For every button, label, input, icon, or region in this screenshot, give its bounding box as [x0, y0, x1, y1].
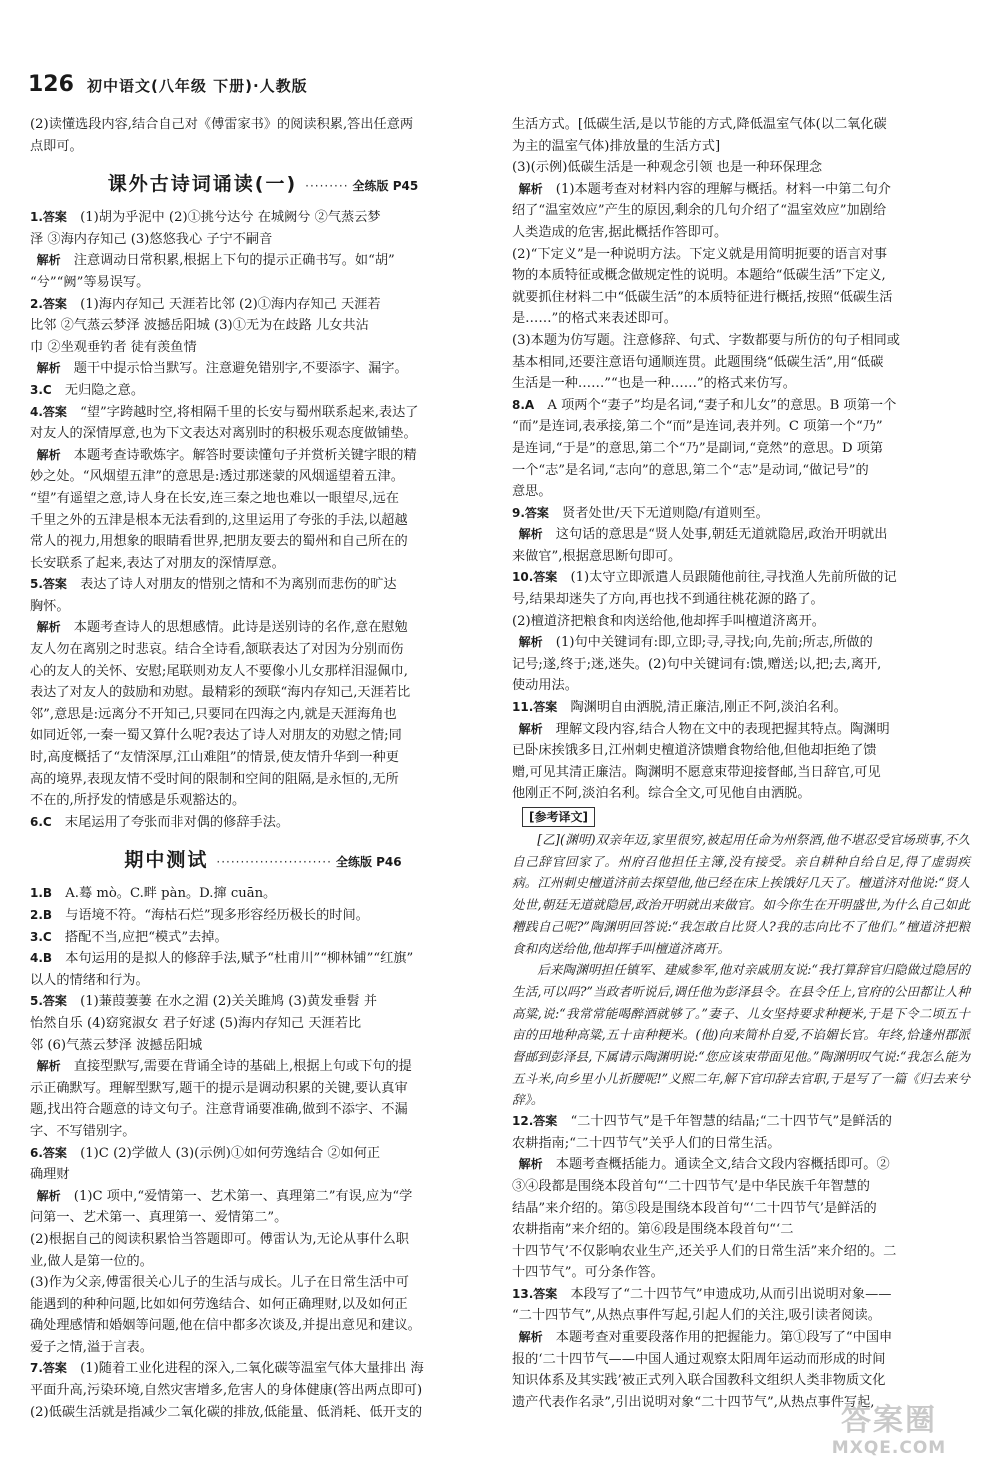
midterm-analysis-13-line: [512, 1370, 970, 1392]
midterm-answer-2-label: 2.B: [30, 908, 53, 922]
midterm-analysis-12-text: ③④段都是围绕本段首句“‘二十四节气’是中华民族千年智慧的: [512, 1178, 870, 1194]
midterm-analysis-7-line: [512, 179, 970, 201]
analysis-5-text: 表达了对友人的鼓励和劝慰。最精彩的颈联“海内存知己,天涯若比: [30, 685, 411, 701]
midterm-analysis-6-text: 能遇到的种种问题,比如如何劳逸结合、如何正确理财,以及如何正: [30, 1296, 408, 1312]
midterm-analysis-7-text: 物的本质特征或概念做规定性的说明。本题给“低碳生活”下定义,: [512, 268, 886, 284]
midterm-answer-5-line: [30, 1013, 496, 1035]
analysis-4-text: 常人的视力,用想象的眼睛看世界,把朋友要去的蜀州和自己所在的: [30, 534, 408, 550]
midterm-answer-4-text: 以人的情绪和行为。: [30, 972, 149, 988]
midterm-answer-7-text: (1)随着工业化进程的深入,二氧化碳等温室气体大量排出 海: [80, 1361, 424, 1377]
midterm-analysis-10-line: [512, 654, 970, 676]
midterm-analysis-11-text: 他刚正不阿,淡泊名利。综合全文,可见他自由洒脱。: [512, 786, 811, 802]
answer-2-text: (1)海内存知己 天涯若比邻 (2)①海内存知己 天涯若: [80, 296, 381, 312]
analysis-5-line: [30, 617, 496, 639]
section-midterm-ref: 全练版 P46: [335, 855, 402, 870]
analysis-5-line: [30, 747, 496, 769]
answer-5-text: 表达了诗人对朋友的惜别之情和不为离别而悲伤的旷达: [80, 577, 397, 593]
translation-paragraph: [乙](渊明)双亲年迈,家里很穷,被起用任命为州祭酒,他不堪忍受官场琐事,不久自己辞官回家了。州府召他担任主簿,没有接受。亲自耕种自给自足,得了虚弱疾病。江州刺史檀道济前去探望他,他已经在床上挨饿好几天了。檀道济对他说:“贤人处世,朝廷无道就隐居,政治开明就出来做官。如今你生在开明盛世,为什么自己如此糟践自己呢?”陶渊明回答说:“我怎敢自比贤人?我的志向比不了他们。”檀道济把粮食和肉送给他,他却挥手叫檀道济离开。: [512, 832, 970, 956]
midterm-answer-7-text: (2)低碳生活就是指减少二氧化碳的排放,低能量、低消耗、低开支的: [30, 1404, 423, 1420]
answer-1-line: [30, 229, 496, 251]
midterm-analysis-10-text: 使动用法。: [512, 678, 578, 694]
midterm-analysis-12-text: 十四节气”。可分条作答。: [512, 1265, 664, 1281]
analysis-1-text: 注意调动日常积累,根据上下句的提示正确书写。如“胡”: [73, 253, 395, 269]
midterm-answer-8-text: 一个“志”是名词,“志向”的意思,第二个“志”是动词,“做记号”的: [512, 462, 869, 478]
midterm-answer-6-label: 6.答案: [30, 1145, 67, 1160]
left-column: [30, 114, 496, 1423]
midterm-analysis-5-line: [30, 1056, 496, 1078]
midterm-answer-1-text: A.蓦 mò。C.畔 pàn。D.撺 cuān。: [65, 886, 277, 902]
midterm-analysis-13-label: 解析: [518, 1330, 543, 1345]
midterm-answer-5-text: (1)蒹葭萋萋 在水之湄 (2)关关雎鸠 (3)黄发垂髫 并: [80, 994, 378, 1010]
midterm-answer-6-text: (1)C (2)学做人 (3)(示例)①如何劳逸结合 ②如何正: [80, 1145, 381, 1161]
answer-5-label: 5.答案: [30, 577, 67, 592]
section-midterm: [30, 843, 496, 877]
analysis-1-text: “兮”“阙”等易误写。: [30, 274, 150, 290]
midterm-analysis-6-text: (2)根据自己的阅读积累恰当答题即可。傅雷认为,无论从事什么职: [30, 1231, 409, 1247]
watermark-url: MXQE.COM: [831, 1438, 947, 1458]
midterm-analysis-5-line: [30, 1078, 496, 1100]
answer-3-line: [30, 380, 496, 402]
midterm-answer-1-line: [30, 883, 496, 905]
midterm-analysis-7-line: [512, 200, 970, 222]
midterm-answer-10-text: (1)太守立即派遣人员跟随他前往,寻找渔人先前所做的记: [570, 570, 897, 586]
midterm-analysis-7-text: 是……”的格式来表述即可。: [512, 311, 677, 327]
answer-2-line: [30, 294, 496, 316]
section-midterm-leader: ························: [216, 855, 332, 870]
midterm-analysis-7-line: [512, 265, 970, 287]
midterm-analysis-9-text: 来做官”,根据意思断句即可。: [512, 548, 682, 564]
midterm-answer-12-line: [512, 1111, 970, 1133]
section-poetry-title: 课外古诗词诵读(一): [107, 173, 298, 196]
midterm-answer-3-label: 3.C: [30, 929, 52, 944]
midterm-analysis-11-text: 理解文段内容,结合人物在文中的表现把握其特点。陶渊明: [555, 721, 890, 737]
midterm-analysis-12-label: 解析: [518, 1157, 543, 1172]
midterm-answer-8-line: [512, 395, 970, 417]
midterm-answer-3-text: 搭配不当,应把“模式”去掉。: [64, 929, 228, 945]
midterm-analysis-10-label: 解析: [518, 635, 543, 650]
answer-4-text: 对友人的深情厚意,也为下文表达对离别时的积极乐观态度做铺垫。: [30, 426, 417, 442]
midterm-analysis-6-line: [30, 1294, 496, 1316]
midterm-analysis-6-line: [30, 1251, 496, 1273]
midterm-answer-13-text: 本段写了“二十四节气”申遗成功,从而引出说明对象——: [570, 1286, 892, 1302]
midterm-analysis-10-line: [512, 632, 970, 654]
analysis-5-line: [30, 769, 496, 791]
analysis-5-text: 高的境界,表现友情不受时间的限制和空间的阻隔,是永恒的,无所: [30, 771, 399, 787]
answer-1-line: [30, 207, 496, 229]
midterm-answer-8-text: “而”是连词,表承接,第二个“而”是连词,表并列。C 项第一个“乃”: [512, 419, 883, 435]
midterm-analysis-6-text: 业,做人是第一位的。: [30, 1253, 153, 1269]
analysis-2-line: [30, 358, 496, 380]
intro-line: (2)读懂选段内容,结合自己对《傅雷家书》的阅读积累,答出任意两: [30, 117, 414, 132]
analysis-2-text: 题干中提示恰当默写。注意避免错别字,不要添字、漏字。: [73, 361, 408, 377]
midterm-analysis-13-line: [512, 1327, 970, 1349]
analysis-5-line: [30, 704, 496, 726]
midterm-answer-4-line: [30, 948, 496, 970]
midterm-analysis-5-label: 解析: [36, 1059, 61, 1074]
midterm-answer-10-line: [512, 611, 970, 633]
answer-4-line: [30, 423, 496, 445]
midterm-answer-12-label: 12.答案: [512, 1114, 558, 1129]
analysis-5-text: 如同近邻,一秦一蜀又算什么呢?表达了诗人对朋友的劝慰之情;同: [30, 728, 402, 744]
midterm-analysis-9-label: 解析: [518, 527, 543, 542]
midterm-analysis-11-label: 解析: [518, 721, 543, 736]
midterm-answer-5-text: 邻 (6)气蒸云梦泽 波撼岳阳城: [30, 1037, 203, 1053]
midterm-answer-10-line: [512, 589, 970, 611]
answer-5-text: 胸怀。: [30, 598, 70, 614]
midterm-analysis-13-text: 本题考查对重要段落作用的把握能力。第①段写了“中国申: [555, 1330, 893, 1346]
midterm-analysis-5-line: [30, 1121, 496, 1143]
analysis-2-label: 解析: [36, 361, 61, 376]
midterm-analysis-6-line: [30, 1186, 496, 1208]
analysis-4-text: 妙之处。“风烟望五津”的意思是:透过那迷蒙的风烟遥望着五津。: [30, 469, 404, 485]
midterm-analysis-13-text: 报的‘二十四节气——中国人通过观察太阳周年运动而形成的时间: [512, 1351, 886, 1367]
midterm-analysis-11-line: [512, 740, 970, 762]
midterm-analysis-7-line: [512, 352, 970, 374]
analysis-4-line: [30, 445, 496, 467]
analysis-5-line: [30, 725, 496, 747]
midterm-analysis-6-text: 问第一、艺术第一、真理第一、爱情第二”。: [30, 1210, 288, 1226]
midterm-analysis-9-text: 这句话的意思是“贤人处事,朝廷无道就隐居,政治开明就出: [555, 527, 888, 543]
midterm-answer-11-text: 陶渊明自由洒脱,清正廉洁,刚正不阿,淡泊名利。: [570, 700, 847, 716]
right-column: [512, 114, 970, 1413]
analysis-5-text: 时,高度概括了“友情深厚,江山难阻”的情景,使友情升华到一种更: [30, 750, 399, 766]
midterm-answer-9-line: [512, 503, 970, 525]
analysis-4-text: 长安联系了起来,表达了对朋友的深情厚意。: [30, 555, 285, 571]
midterm-answer-7-line: [30, 1402, 496, 1424]
translation-paragraph: 后来陶渊明担任镇军、建威参军,他对亲戚朋友说:“我打算辞官归隐做过隐居的生活,可以吗?”当政者听说后,调任他为彭泽县令。在县令任上,官府的公田都让人种高粱,说:“我常常能喝醉酒就够了。”妻子、儿女坚持要求种粳米,于是下令二顷五十亩的田地种高粱,五十亩种粳米。(他)向来简朴自爱,不谄媚长官。年终,恰逢州郡派督邮到彭泽县,下属请示陶渊明说:“您应该束带面见他。”陶渊明叹气说:“我怎么能为五斗米,向乡里小儿折腰呢!”义熙二年,解下官印辞去官职,于是写了一篇《归去来兮辞》。: [512, 962, 970, 1108]
midterm-analysis-7-line: [512, 287, 970, 309]
analysis-5-line: [30, 682, 496, 704]
midterm-analysis-12-line: [512, 1219, 970, 1241]
analysis-5-text: 心的友人的关怀、安慰;尾联则劝友人不要像小儿女那样泪湿佩巾,: [30, 663, 408, 679]
midterm-analysis-7-line: [512, 373, 970, 395]
midterm-analysis-13-line: [512, 1349, 970, 1371]
midterm-answer-5-text: 怡然自乐 (4)窈窕淑女 君子好逑 (5)海内存知己 天涯若比: [30, 1015, 362, 1031]
analysis-4-text: “望”有遥望之意,诗人身在长安,连三秦之地也难以一眼望尽,远在: [30, 490, 399, 506]
analysis-4-text: 千里之外的五津是根本无法看到的,这里运用了夸张的手法,以超越: [30, 512, 408, 528]
midterm-analysis-6-line: [30, 1337, 496, 1359]
midterm-answer-8-label: 8.A: [512, 397, 535, 412]
midterm-analysis-6-text: (1)C 项中,“爱情第一、艺术第一、真理第二”有误,应为“学: [73, 1188, 413, 1204]
section-poetry-leader: ·········: [305, 179, 349, 194]
midterm-answer-11-label: 11.答案: [512, 700, 558, 715]
book-title: 初中语文(八年级 下册)·人教版: [87, 77, 308, 95]
analysis-4-line: [30, 466, 496, 488]
midterm-answer-8-line: [512, 416, 970, 438]
midterm-analysis-6-label: 解析: [36, 1188, 61, 1203]
answer-1-label: 1.答案: [30, 210, 67, 225]
midterm-analysis-11-line: [512, 783, 970, 805]
page-number: 126: [28, 72, 74, 97]
midterm-analysis-5-text: 示正确默写。理解型默写,题干的提示是调动积累的关键,要认真审: [30, 1080, 408, 1096]
midterm-answer-7-label: 7.答案: [30, 1361, 67, 1376]
midterm-answer-10-text: 号,结果却迷失了方向,再也找不到通往桃花源的路了。: [512, 592, 824, 608]
midterm-answer-6-line: [30, 1164, 496, 1186]
answer-4-line: [30, 402, 496, 424]
midterm-analysis-7-text: (3)本题为仿写题。注意修辞、句式、字数都要与所仿的句子相同或: [512, 332, 900, 348]
midterm-analysis-6-text: (3)作为父亲,傅雷很关心儿子的生活与成长。儿子在日常生活中可: [30, 1275, 409, 1291]
midterm-analysis-6-line: [30, 1272, 496, 1294]
midterm-analysis-12-text: 本题考查概括能力。通读全文,结合文段内容概括即可。②: [555, 1157, 890, 1173]
midterm-analysis-7-text: 基本相同,还要注意语句通顺连贯。此题围绕“低碳生活”,用“低碳: [512, 354, 884, 370]
midterm-answer-8-text: 是连词,“于是”的意思,第二个“乃”是副词,“竟然”的意思。D 项第: [512, 440, 884, 456]
midterm-analysis-7-line: [512, 222, 970, 244]
midterm-answer-10-text: (2)檀道济把粮食和肉送给他,他却挥手叫檀道济离开。: [512, 613, 825, 629]
midterm-answer-3-line: [30, 927, 496, 949]
midterm-answer-6-text: 确理财: [30, 1167, 70, 1183]
midterm-answer-7-line: [30, 1380, 496, 1402]
answer-5-line: [30, 574, 496, 596]
midterm-analysis-6-line: [30, 1315, 496, 1337]
answer-2-line: [30, 337, 496, 359]
midterm-answer-8-text: A 项两个“妻子”均是名词,“妻子和儿女”的意思。B 项第一个: [547, 397, 897, 413]
answer-6-text: 末尾运用了夸张而非对偶的修辞手法。: [64, 814, 290, 830]
midterm-answer-4-text: 本句运用的是拟人的修辞手法,赋予“杜甫川”“柳林铺”“红旗”: [65, 951, 414, 967]
midterm-analysis-12-line: [512, 1262, 970, 1284]
watermark: [794, 1405, 984, 1463]
answer-6-label: 6.C: [30, 814, 52, 829]
analysis-4-text: 本题考查诗歌炼字。解答时要读懂句子并赏析关键字眼的精: [73, 447, 417, 463]
midterm-answer-13-label: 13.答案: [512, 1286, 558, 1301]
midterm-analysis-11-text: 已卧床挨饿多日,江州刺史檀道济馈赠食物给他,但他却拒绝了馈: [512, 743, 877, 759]
answer-3-text: 无归隐之意。: [64, 382, 145, 398]
midterm-analysis-12-text: 结晶”来介绍的。第⑤段是围绕本段首句“‘二十四节气’是鲜活的: [512, 1200, 877, 1216]
midterm-analysis-11-text: 赠,可见其清正廉洁。陶渊明不愿意束带迎接督邮,当日辞官,可见: [512, 764, 881, 780]
midterm-answer-7-cont: (3)(示例)低碳生活是一种观念引领 也是一种环保理念: [512, 160, 823, 176]
analysis-5-text: 邻”,意思是:远离分不开知己,只要同在四海之内,就是天涯海角也: [30, 706, 397, 722]
watermark-logo-text: 答案圈: [841, 1403, 937, 1438]
midterm-analysis-6-text: 确处理感情和婚姻等问题,他在信中都多次谈及,并提出意见和建议。: [30, 1318, 421, 1334]
midterm-analysis-12-line: [512, 1154, 970, 1176]
analysis-5-line: [30, 661, 496, 683]
midterm-analysis-6-line: [30, 1207, 496, 1229]
midterm-answer-8-line: [512, 438, 970, 460]
midterm-analysis-6-text: 爱子之情,溢于言表。: [30, 1339, 153, 1355]
midterm-analysis-12-line: [512, 1176, 970, 1198]
analysis-5-text: 本题考查诗人的思想感情。此诗是送别诗的名作,意在慰勉: [73, 620, 408, 636]
midterm-analysis-9-line: [512, 524, 970, 546]
midterm-analysis-10-text: 记号;遂,终于;迷,迷失。(2)句中关键词有:馈,赠送;以,把;去,离开,: [512, 656, 882, 672]
midterm-answer-2-line: [30, 905, 496, 927]
answer-4-text: “望”字跨越时空,将相隔千里的长安与蜀州联系起来,表达了: [80, 404, 419, 420]
analysis-4-line: [30, 488, 496, 510]
midterm-analysis-5-text: 题,找出符合题意的诗文句子。注意背诵要准确,做到不添字、不漏: [30, 1102, 408, 1118]
midterm-answer-1-label: 1.B: [30, 886, 53, 901]
midterm-answer-7-line: [30, 1358, 496, 1380]
analysis-1-label: 解析: [36, 253, 61, 268]
midterm-answer-7-text: 平面升高,污染环境,自然灾害增多,危害人的身体健康(答出两点即可): [30, 1383, 423, 1399]
answer-2-line: [30, 315, 496, 337]
midterm-analysis-11-line: [512, 719, 970, 741]
midterm-answer-13-line: [512, 1284, 970, 1306]
midterm-analysis-5-text: 直接型默写,需要在背诵全诗的基础上,根据上句或下句的提: [73, 1059, 412, 1075]
midterm-answer-12-line: [512, 1133, 970, 1155]
midterm-answer-9-label: 9.答案: [512, 505, 549, 520]
midterm-analysis-9-line: [512, 546, 970, 568]
midterm-analysis-12-text: 十四节气’不仅影响农业生产,还关乎人们的日常生活”来介绍的。二: [512, 1243, 897, 1259]
midterm-answer-4-line: [30, 970, 496, 992]
midterm-analysis-5-text: 字、不写错别字。: [30, 1123, 136, 1139]
midterm-answer-8-line: [512, 481, 970, 503]
midterm-analysis-6-line: [30, 1229, 496, 1251]
section-poetry: [30, 167, 496, 201]
midterm-answer-5-line: [30, 991, 496, 1013]
midterm-analysis-13-text: 知识体系及其实践’被正式列入联合国教科文组织人类非物质文化: [512, 1373, 886, 1389]
answer-1-text: 泽 ③海内存知己 (3)悠悠我心 子宁不嗣音: [30, 231, 273, 247]
midterm-analysis-13-text: 遗产代表作名录”,引出说明对象“二十四节气”,从热点事件写起,: [512, 1394, 875, 1410]
midterm-analysis-12-line: [512, 1241, 970, 1263]
midterm-answer-8-text: 意思。: [512, 484, 552, 500]
section-poetry-ref: 全练版 P45: [352, 179, 419, 194]
midterm-analysis-7-text: 人类造成的危害,据此概括作答即可。: [512, 224, 728, 240]
midterm-answer-13-text: “二十四节气”,从热点事件写起,引起人们的关注,吸引读者阅读。: [512, 1308, 881, 1324]
analysis-5-line: [30, 639, 496, 661]
midterm-analysis-7-text: 就要抓住材料二中“低碳生活”的本质特征进行概括,按照“低碳生活: [512, 289, 893, 305]
analysis-1-line: [30, 250, 496, 272]
midterm-analysis-7-label: 解析: [518, 181, 543, 196]
midterm-answer-6-line: [30, 1143, 496, 1165]
midterm-analysis-11-line: [512, 762, 970, 784]
answer-3-label: 3.C: [30, 382, 52, 397]
analysis-5-label: 解析: [36, 620, 61, 635]
analysis-5-text: 友人勿在离别之时悲哀。结合全诗看,颔联表达了对因为分别而伤: [30, 642, 404, 658]
midterm-analysis-7-text: (2)“下定义”是一种说明方法。下定义就是用简明扼要的语言对事: [512, 246, 888, 262]
answer-2-text: 比邻 ②气蒸云梦泽 波撼岳阳城 (3)①无为在歧路 儿女共沾: [30, 318, 369, 334]
analysis-4-line: [30, 510, 496, 532]
midterm-answer-10-line: [512, 567, 970, 589]
midterm-analysis-7-line: [512, 244, 970, 266]
answer-2-label: 2.答案: [30, 296, 67, 311]
midterm-analysis-7-text: 绍了“温室效应”产生的原因,剩余的几句介绍了“温室效应”加剧给: [512, 203, 887, 219]
analysis-5-line: [30, 790, 496, 812]
midterm-answer-8-line: [512, 460, 970, 482]
midterm-analysis-7-line: [512, 308, 970, 330]
midterm-answer-2-text: 与语境不符。“海枯石烂”现多形容经历极长的时间。: [65, 908, 369, 923]
answer-5-line: [30, 596, 496, 618]
midterm-answer-11-line: [512, 697, 970, 719]
answer-6-line: [30, 812, 496, 834]
analysis-1-line: [30, 272, 496, 294]
midterm-analysis-12-line: [512, 1198, 970, 1220]
page-header: [28, 72, 468, 102]
reference-translation-header: [参考译文]: [522, 807, 595, 827]
midterm-analysis-10-text: (1)句中关键词有:即,立即;寻,寻找;向,先前;所志,所做的: [555, 635, 873, 651]
midterm-answer-9-text: 贤者处世/天下无道则隐/有道则至。: [562, 505, 769, 521]
section-midterm-title: 期中测试: [124, 849, 209, 872]
midterm-answer-5-label: 5.答案: [30, 994, 67, 1009]
midterm-analysis-7-line: [512, 330, 970, 352]
midterm-answer-13-line: [512, 1305, 970, 1327]
analysis-4-line: [30, 553, 496, 575]
analysis-5-text: 不在的,所抒发的情感是乐观豁达的。: [30, 793, 246, 809]
midterm-analysis-7-text: (1)本题考查对材料内容的理解与概括。材料一中第二句介: [555, 181, 891, 197]
intro-line: 点即可。: [30, 138, 83, 154]
midterm-answer-12-text: “二十四节气”是千年智慧的结晶;“二十四节气”是鲜活的: [570, 1114, 892, 1130]
midterm-analysis-12-text: 农耕指南”来介绍的。第⑥段是围绕本段首句“‘二: [512, 1222, 794, 1238]
midterm-analysis-10-line: [512, 675, 970, 697]
analysis-4-label: 解析: [36, 447, 61, 462]
analysis-4-line: [30, 531, 496, 553]
midterm-analysis-5-line: [30, 1099, 496, 1121]
midterm-answer-7-cont: 为主的温室气体)排放量的生活方式]: [512, 138, 721, 154]
answer-2-text: 巾 ②坐观垂钓者 徒有羡鱼情: [30, 339, 197, 355]
answer-1-text: (1)胡为乎泥中 (2)①挑兮达兮 在城阙兮 ②气蒸云梦: [80, 210, 381, 226]
midterm-answer-12-text: 农耕指南;“二十四节气”关乎人们的日常生活。: [512, 1135, 781, 1151]
midterm-answer-10-label: 10.答案: [512, 570, 558, 585]
midterm-answer-4-label: 4.B: [30, 951, 53, 966]
midterm-analysis-7-text: 生活是一种……”“也是一种……”的格式来仿写。: [512, 376, 796, 392]
midterm-answer-7-cont: 生活方式。[低碳生活,是以节能的方式,降低温室气体(以二氧化碳: [512, 117, 887, 132]
midterm-answer-5-line: [30, 1035, 496, 1057]
answer-4-label: 4.答案: [30, 404, 67, 419]
